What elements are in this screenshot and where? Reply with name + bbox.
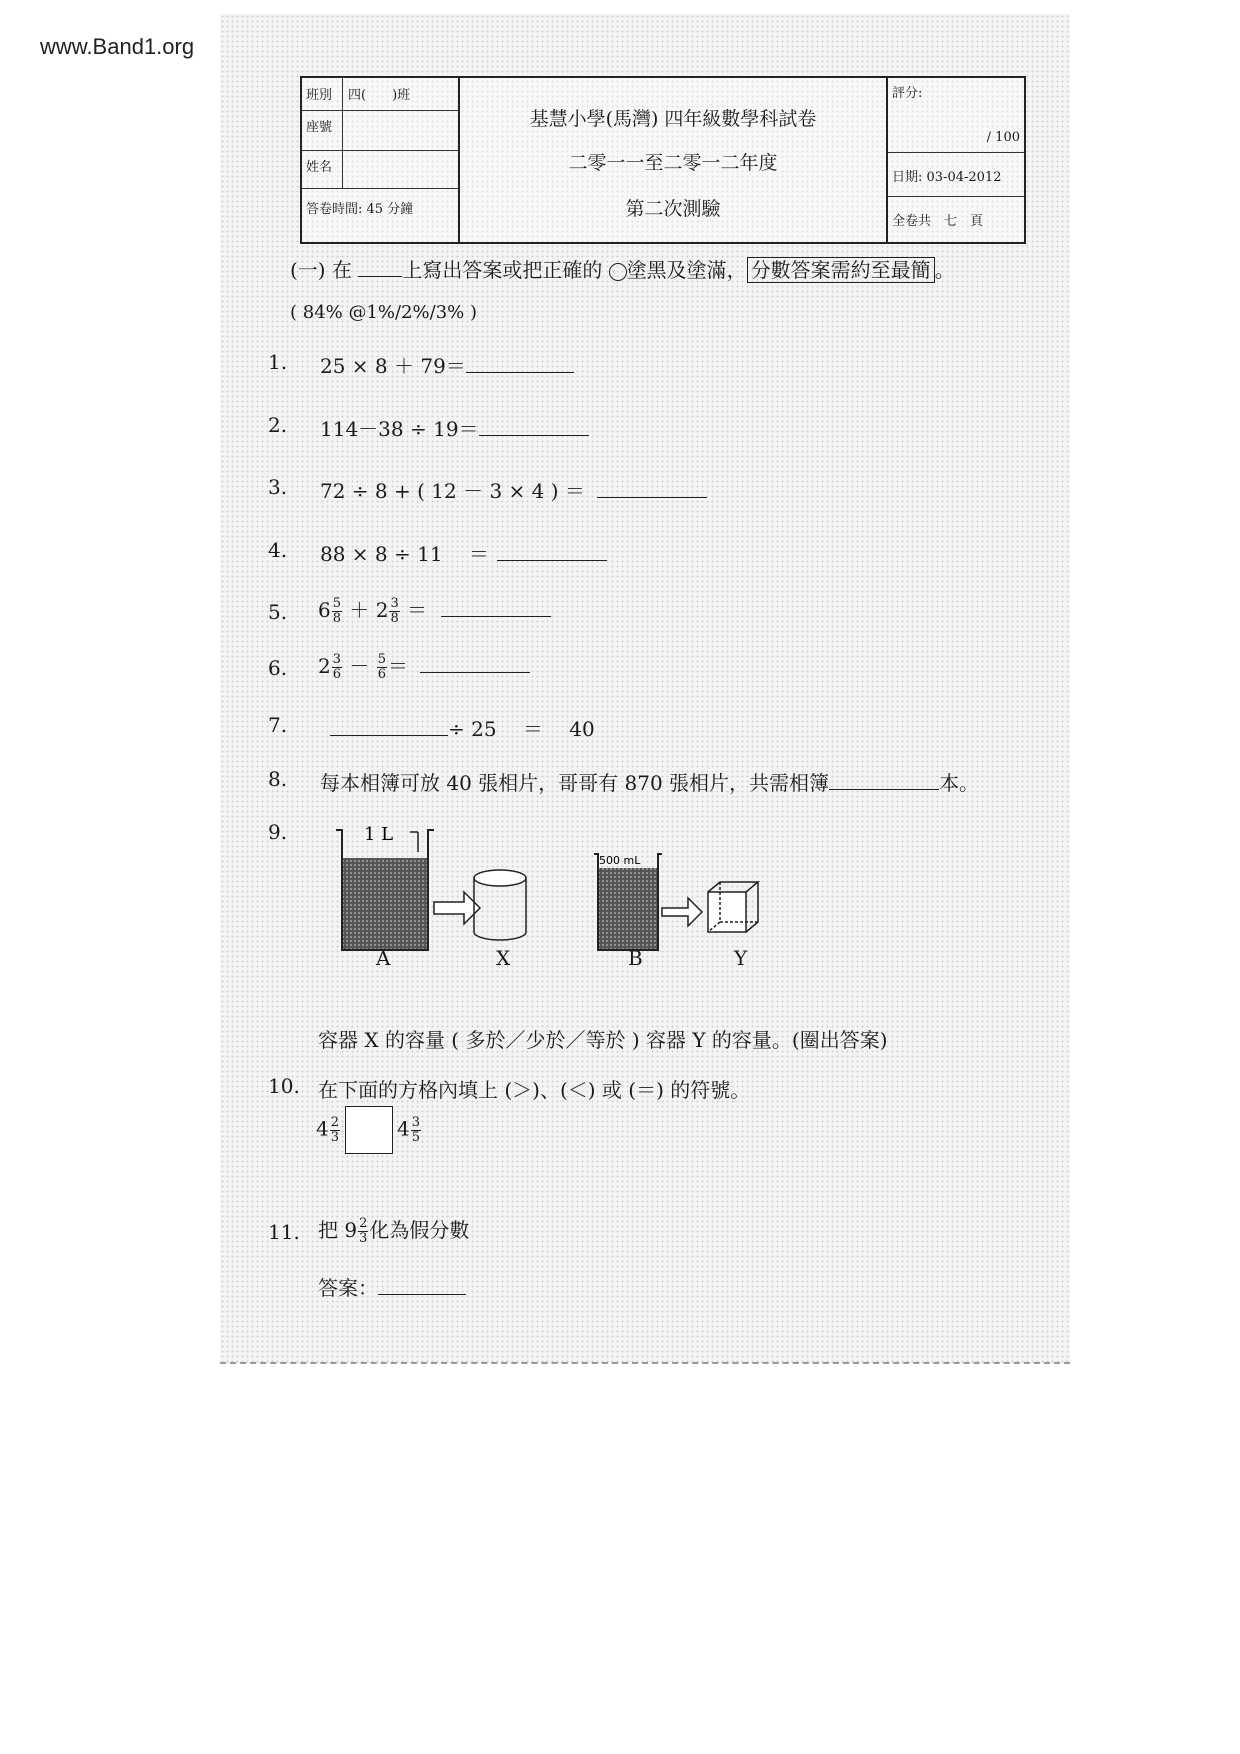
q10-whole1: 4: [316, 1116, 329, 1141]
q2-answer-blank[interactable]: [479, 435, 589, 436]
q10-answer-box[interactable]: [345, 1106, 393, 1154]
q6-operator: －: [349, 654, 370, 678]
date-text: 日期: 03-04-2012: [892, 170, 1002, 185]
q5-fraction2: $\frac{3}{8}$: [390, 596, 399, 626]
q8-text-a: 每本相簿可放 40 張相片，哥哥有 870 張相片，共需相簿: [320, 771, 830, 795]
q10-whole2: 4: [397, 1116, 410, 1141]
exam-title-line2: 二零一一至二零一二年度: [568, 152, 778, 174]
q11-answer-label: 答案：: [318, 1276, 378, 1300]
q6-equals: ＝: [388, 654, 409, 678]
name-row: [302, 150, 458, 189]
score-cell: [888, 78, 1024, 153]
beaker-a-icon: [336, 830, 434, 950]
section-marks: ( 84% @1%/2%/3% ): [290, 302, 478, 323]
q5-answer-blank[interactable]: [441, 616, 551, 617]
q6-whole1: 2: [318, 654, 331, 678]
class-label: 班別: [306, 88, 333, 103]
exam-title-line3: 第二次測驗: [625, 198, 721, 220]
q9-statement: 容器 X 的容量 ( 多於／少於／等於 ) 容器 Y 的容量。(圈出答案): [318, 1028, 888, 1052]
q1-expr: 25 × 8 ＋ 79＝: [320, 354, 466, 378]
header-table: [300, 76, 1026, 244]
q11-text-a: 把 9: [318, 1218, 358, 1242]
q6-fraction2: $\frac{5}{6}$: [377, 652, 387, 682]
simplest-form-note: 分數答案需約至最簡: [747, 257, 935, 283]
arrow-right-icon: [434, 892, 480, 924]
q9-label-a: A: [376, 946, 391, 970]
q5-operator: ＋: [349, 598, 370, 622]
q3-expr: 72 ÷ 8 + ( 12 － 3 × 4 ) ＝: [320, 479, 585, 503]
seat-row: [302, 110, 458, 151]
section-heading-c: 塗黑及塗滿，: [626, 258, 747, 282]
q11-text: [318, 1214, 469, 1246]
q5-fraction1: $\frac{5}{8}$: [332, 596, 342, 626]
q9-number: 9.: [268, 820, 288, 844]
q10-fraction2: $\frac{3}{5}$: [411, 1114, 421, 1145]
time-row: [302, 188, 458, 242]
section-heading-end: 。: [934, 258, 955, 282]
q4-expression: [320, 538, 607, 567]
arrow-right-icon-2: [662, 898, 702, 926]
q8-answer-blank[interactable]: [829, 789, 939, 790]
sheet-bottom-edge: [220, 1362, 1070, 1364]
q3-expression: [320, 475, 707, 504]
cylinder-x-icon: [474, 870, 526, 940]
exam-title-line1: 基慧小學(馬灣) 四年級數學科試卷: [529, 108, 817, 130]
q3-answer-blank[interactable]: [597, 497, 707, 498]
section-heading-b: 上寫出答案或把正確的: [402, 258, 603, 282]
q11-number: 11.: [268, 1220, 300, 1244]
name-label: 姓名: [306, 160, 333, 175]
student-info-column: [302, 78, 460, 242]
q6-number: 6.: [268, 656, 288, 680]
q10-text: 在下面的方格內填上 (＞)、(＜) 或 (＝) 的符號。: [318, 1078, 751, 1102]
q1-number: 1.: [268, 350, 288, 374]
q9-label-500ml: 500 mL: [599, 854, 641, 867]
score-label: 評分:: [892, 86, 923, 101]
beaker-b-icon: [594, 854, 662, 950]
section-heading-a: (一) 在: [290, 258, 352, 282]
q5-expression: [318, 594, 551, 626]
q5-whole2: 2: [375, 598, 389, 622]
seat-label: 座號: [306, 120, 333, 135]
q6-answer-blank[interactable]: [420, 672, 530, 673]
cube-y-icon: [708, 882, 758, 932]
q4-answer-blank[interactable]: [497, 560, 607, 561]
q8-text: [320, 767, 979, 796]
q5-number: 5.: [268, 600, 288, 624]
q11-text-b: 化為假分數: [369, 1218, 470, 1242]
q9-label-x: X: [496, 946, 511, 970]
q7-answer-blank[interactable]: [330, 735, 448, 736]
q8-text-b: 本。: [939, 771, 980, 795]
q4-number: 4.: [268, 538, 288, 562]
q8-number: 8.: [268, 767, 288, 791]
q10-fraction1: $\frac{2}{3}$: [330, 1114, 340, 1145]
q6-fraction1: $\frac{3}{6}$: [332, 652, 342, 682]
q10-number: 10.: [268, 1074, 300, 1098]
score-column: [886, 78, 1024, 242]
q9-label-b: B: [628, 946, 643, 970]
q9-label-1l: 1 L: [364, 824, 394, 845]
time-text: 答卷時間: 45 分鐘: [306, 202, 414, 217]
pages-text: 全卷共 七 頁: [892, 214, 984, 229]
watermark-text: www.Band1.org: [40, 34, 195, 59]
q11-answer-blank[interactable]: [378, 1294, 466, 1295]
circle-icon: [609, 263, 627, 281]
q9-label-y: Y: [734, 946, 748, 970]
q4-expr: 88 × 8 ÷ 11 ＝: [320, 542, 489, 566]
q3-number: 3.: [268, 475, 288, 499]
q1-expression: [320, 350, 574, 379]
class-value: 四( )班: [348, 88, 411, 103]
q7-expr: ÷ 25 ＝ 40: [448, 717, 595, 741]
heading-blank: [358, 276, 402, 277]
exam-title-block: [458, 78, 888, 242]
q6-expression: [318, 650, 530, 682]
q11-answer: [318, 1272, 466, 1301]
score-total: / 100: [986, 130, 1020, 145]
class-row: [302, 78, 458, 111]
q5-whole1: 6: [318, 598, 331, 622]
q7-number: 7.: [268, 713, 288, 737]
q10-comparison: [316, 1106, 422, 1154]
q1-answer-blank[interactable]: [466, 372, 574, 373]
pages-cell: [888, 196, 1024, 242]
q7-expression: [330, 713, 595, 742]
date-cell: [888, 152, 1024, 197]
q5-equals: ＝: [407, 598, 428, 622]
q2-number: 2.: [268, 413, 288, 437]
section-heading: [290, 254, 955, 283]
q11-fraction: $\frac{2}{3}$: [359, 1216, 368, 1246]
q2-expression: [320, 413, 589, 442]
q2-expr: 114－38 ÷ 19＝: [320, 417, 479, 441]
